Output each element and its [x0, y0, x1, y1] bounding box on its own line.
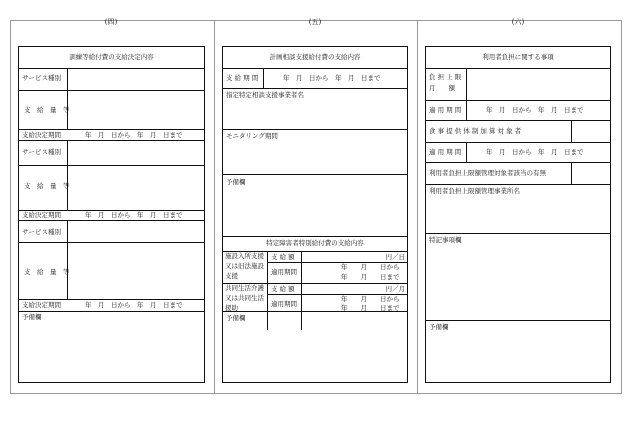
facility-support-label-line2: 又は旧法施設 [225, 262, 264, 270]
facility-support-label-line1: 施設入所支援 [225, 252, 264, 260]
limit-period-label: 適 用 期 間 [429, 106, 462, 114]
provider-label: 指定特定相談支援事業者名 [226, 91, 304, 99]
special-benefit-header: 特定障害者特別給付費の支給内容 [266, 239, 364, 247]
facility-period-label: 適用期間 [271, 268, 297, 276]
decision-period-value-3: 年 月 日から 年 月 日まで [85, 301, 183, 309]
meal-provision-label: 食 事 提 供 体 制 加 算 対 象 者 [429, 127, 522, 135]
user-burden-header: 利用者負担に関する事項 [482, 53, 554, 61]
service-type-label-2: サービス種別 [22, 148, 61, 156]
decision-period-label-1: 支給決定期間 [22, 131, 61, 139]
group-living-label-line1: 共同生活介護 [225, 284, 264, 292]
section-number-5: (五) [308, 18, 322, 26]
limit-management-provider-label: 利用者負担上限額管理事業所名 [429, 187, 520, 195]
group-period-from: 年 月 日から [341, 295, 400, 303]
training-benefit-table [18, 46, 205, 383]
plan-consultation-header: 計画相談支援給付費の支給内容 [269, 53, 361, 61]
group-living-label-line2: 又は共同生活 [225, 294, 264, 302]
training-benefit-header: 訓練等給付費の支給決定内容 [69, 53, 154, 61]
group-amount-label: 支 給 額 [271, 285, 295, 293]
service-type-label-1: サービス種別 [22, 74, 61, 82]
decision-period-value-2: 年 月 日から 年 月 日まで [85, 211, 183, 219]
notes-label-col4: 予備欄 [22, 313, 42, 321]
facility-support-label-line3: 支援 [225, 272, 238, 280]
decision-period-label-2: 支給決定期間 [22, 211, 61, 219]
column-divider-right [417, 21, 418, 393]
meal-period-label: 適 用 期 間 [429, 148, 462, 156]
facility-amount-label: 支 給 額 [271, 253, 295, 261]
group-period-label: 適用期間 [271, 300, 297, 308]
special-notes-label: 特記事項欄 [429, 236, 462, 244]
plan-period-value: 年 月 日から 年 月 日まで [283, 74, 381, 82]
plan-consultation-table [222, 46, 408, 383]
limit-period-value: 年 月 日から 年 月 日まで [486, 106, 584, 114]
section-number-4: (四) [104, 18, 118, 26]
notes-label-col6: 予備欄 [429, 323, 449, 331]
amount-label-1: 支 給 量 等 [24, 106, 70, 114]
user-burden-table [425, 46, 611, 383]
burden-limit-label-line1: 負 担 上 限 [429, 73, 462, 81]
facility-amount-unit: 円／日 [385, 253, 405, 261]
monitoring-label: モニタリング期間 [226, 132, 278, 140]
group-living-label-line3: 援助 [225, 304, 238, 312]
facility-period-to: 年 月 日まで [341, 273, 400, 281]
plan-period-label: 支 給 期 間 [226, 74, 259, 82]
group-amount-unit: 円／月 [385, 285, 405, 293]
limit-management-label: 利用者負担上限額管理対象者該当の有無 [429, 169, 546, 177]
notes2-label-col5: 予備欄 [226, 314, 246, 322]
service-type-label-3: サービス種別 [22, 228, 61, 236]
group-period-to: 年 月 日まで [341, 304, 400, 312]
decision-period-label-3: 支給決定期間 [22, 301, 61, 309]
amount-label-3: 支 給 量 等 [24, 268, 70, 276]
section-number-6: (六) [511, 18, 525, 26]
amount-label-2: 支 給 量 等 [24, 182, 70, 190]
decision-period-value-1: 年 月 日から 年 月 日まで [85, 131, 183, 139]
meal-period-value: 年 月 日から 年 月 日まで [486, 148, 584, 156]
column-divider-left [214, 21, 215, 393]
facility-period-from: 年 月 日から [341, 263, 400, 271]
burden-limit-label-line2: 月 額 [429, 84, 455, 92]
notes-label-col5: 予備欄 [226, 178, 246, 186]
